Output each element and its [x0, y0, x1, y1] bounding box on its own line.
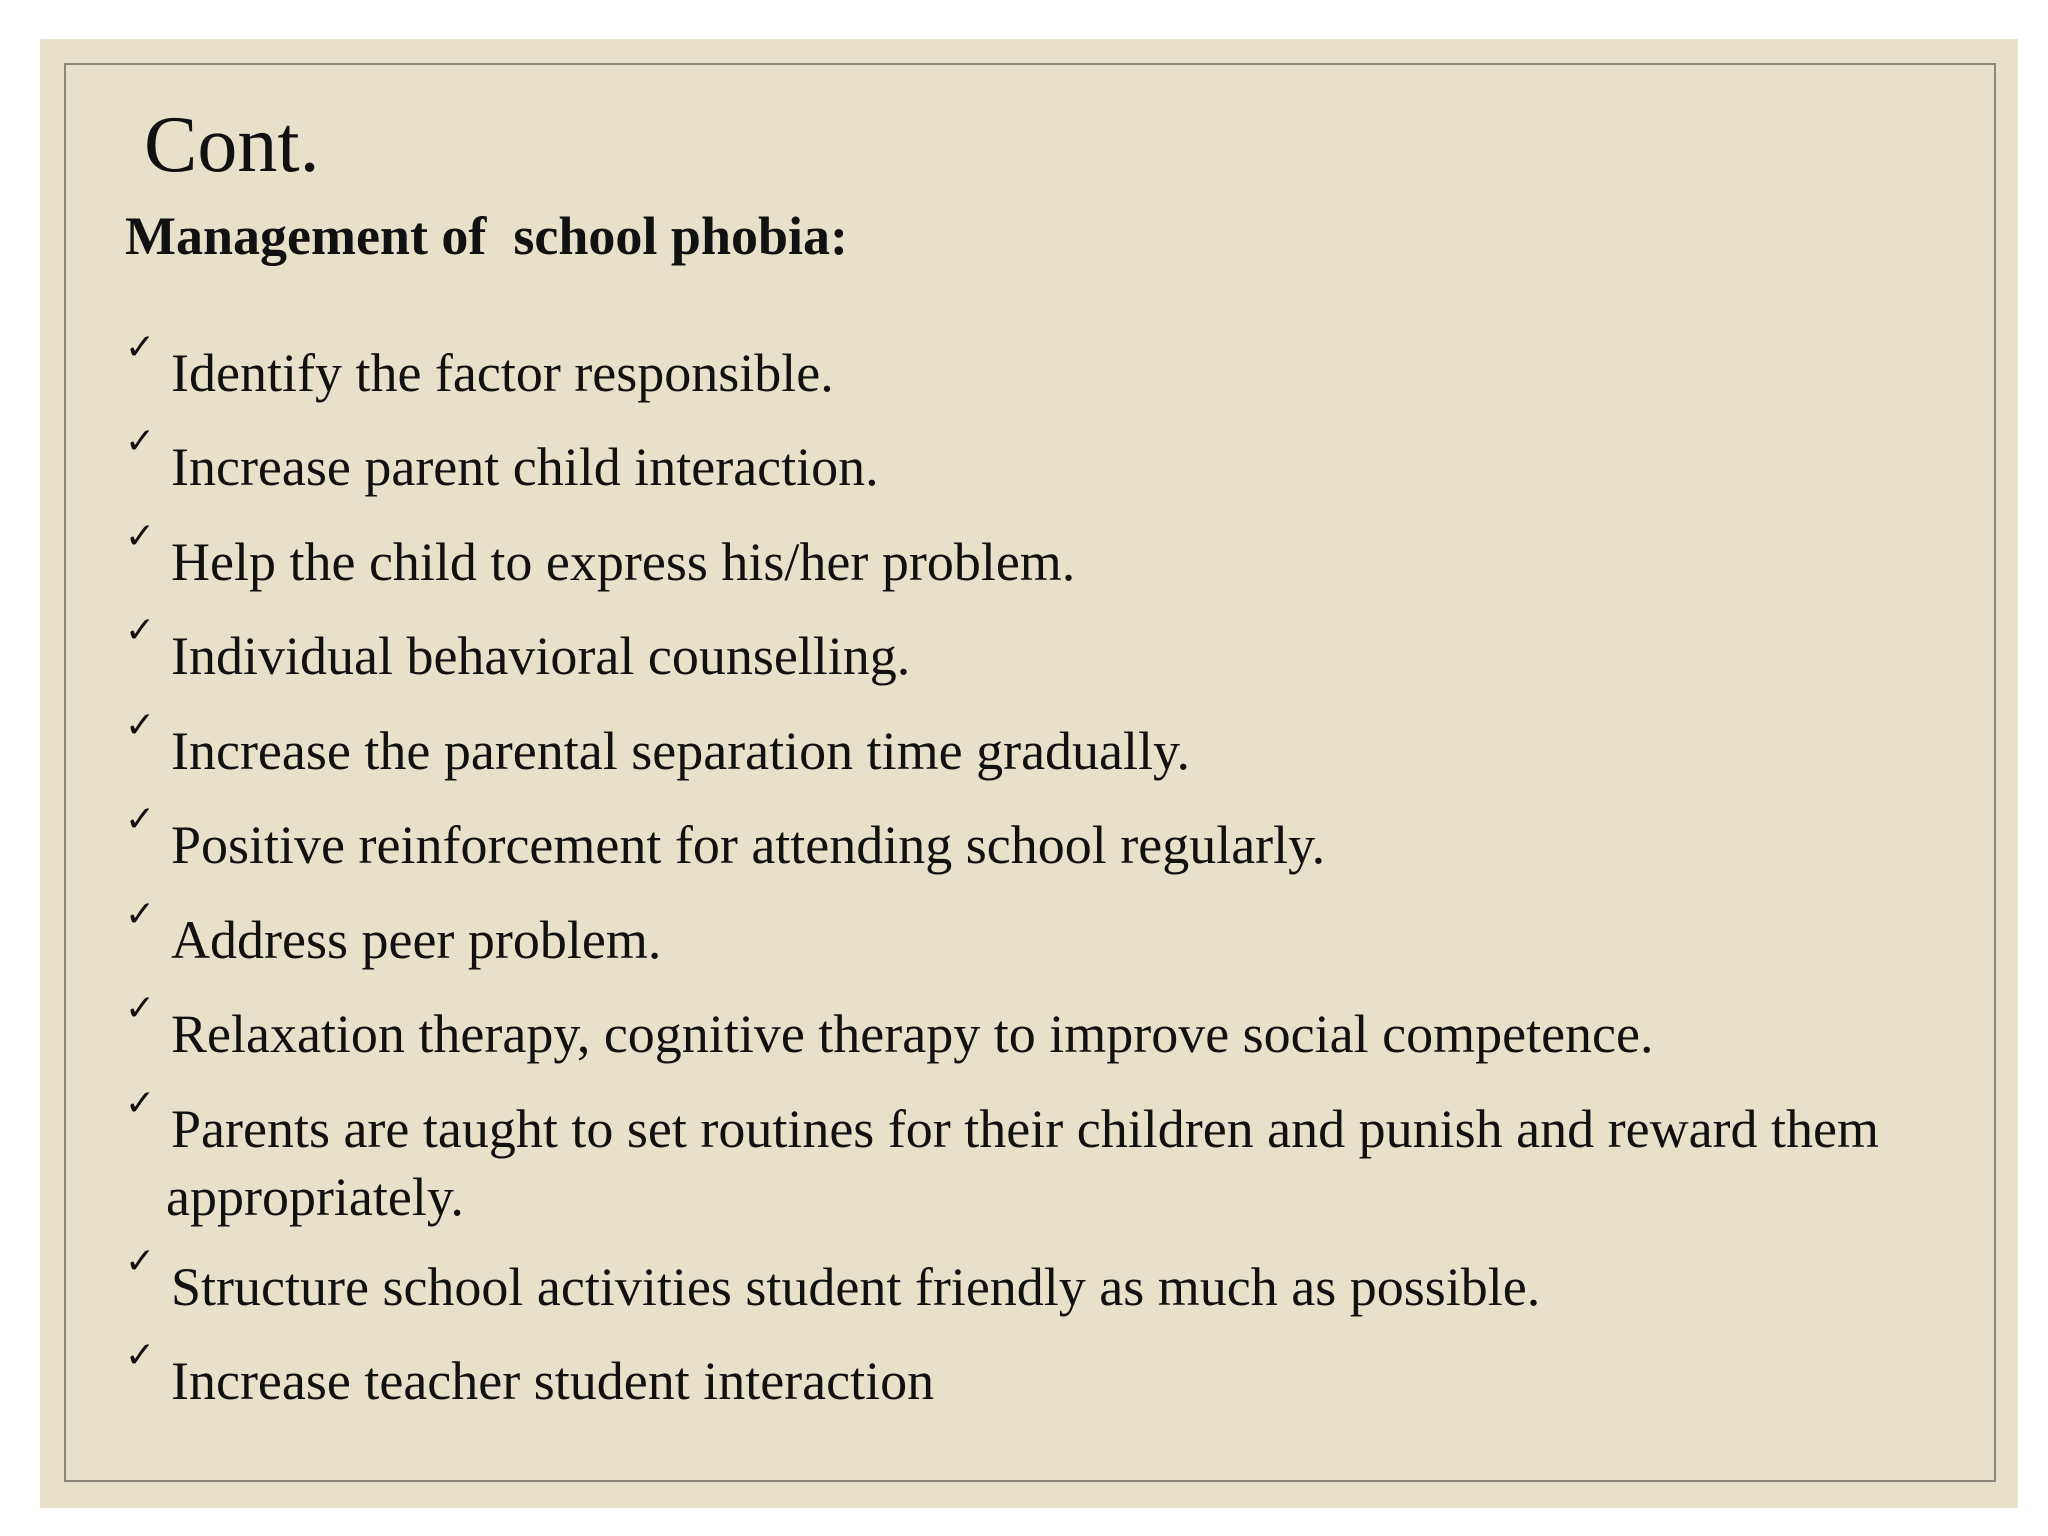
bullet-text: Parents are taught to set routines for their children and punish and reward them appropriately.: [166, 1099, 1879, 1227]
bullet-item: [125, 421, 1955, 501]
bullet-text: Address peer problem.: [171, 910, 662, 970]
checkmark-icon: ✓: [125, 1335, 156, 1376]
bullet-text: Increase teacher student interaction: [171, 1351, 935, 1411]
checkmark-icon: ✓: [125, 1241, 156, 1282]
bullet-text: Increase parent child interaction.: [171, 437, 879, 497]
checkmark-icon: ✓: [125, 516, 156, 557]
checkmark-icon: ✓: [125, 327, 156, 368]
bullet-text: Increase the parental separation time gradually.: [171, 721, 1191, 781]
bullet-item: [125, 1335, 1955, 1415]
checkmark-icon: ✓: [125, 799, 156, 840]
bullet-item: [125, 516, 1955, 596]
checkmark-icon: ✓: [125, 610, 156, 651]
bullet-item: [125, 894, 1955, 974]
slide-title: Cont.: [144, 101, 320, 189]
bullet-item: [125, 988, 1955, 1068]
bullet-item: [125, 705, 1955, 785]
bullet-text: Structure school activities student friendly as much as possible.: [171, 1257, 1541, 1317]
bullet-item: [125, 327, 1955, 407]
slide: [40, 39, 2018, 1508]
bullet-text: Positive reinforcement for attending school regularly.: [171, 815, 1326, 875]
checkmark-icon: ✓: [125, 988, 156, 1029]
bullet-text: Individual behavioral counselling.: [171, 626, 911, 686]
bullet-item: [125, 1241, 1955, 1321]
bullet-item: [125, 1083, 1955, 1231]
bullet-text: Identify the factor responsible.: [171, 343, 834, 403]
bullet-item: [125, 799, 1955, 879]
checkmark-icon: ✓: [125, 705, 156, 746]
bullet-text: Help the child to express his/her problem.: [171, 532, 1076, 592]
checkmark-icon: ✓: [125, 1083, 156, 1124]
checkmark-icon: ✓: [125, 421, 156, 462]
bullet-text: Relaxation therapy, cognitive therapy to improve social competence.: [171, 1004, 1654, 1064]
slide-subtitle: Management of school phobia:: [125, 206, 849, 266]
checkmark-icon: ✓: [125, 894, 156, 935]
bullet-item: [125, 610, 1955, 690]
